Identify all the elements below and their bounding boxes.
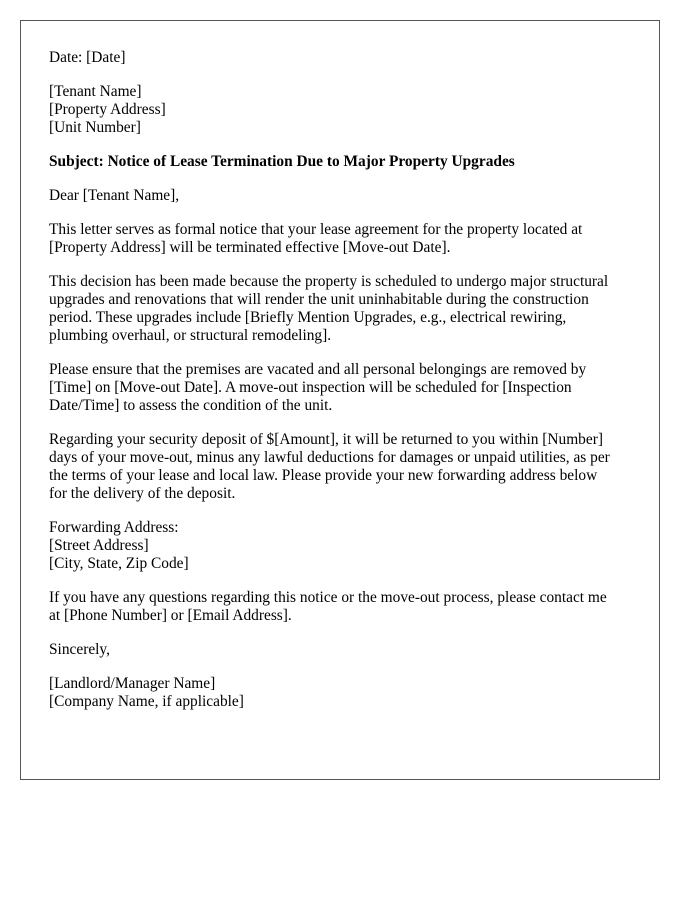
signature-company: [Company Name, if applicable] [49,693,244,710]
salutation-block [49,187,631,205]
paragraph-line: for the delivery of the deposit. [49,485,236,502]
subject-line: Subject: Notice of Lease Termination Due to Major Property Upgrades [49,153,515,170]
salutation: Dear [Tenant Name], [49,187,180,204]
paragraph-line: Date/Time] to assess the condition of the unit. [49,397,333,414]
recipient-address: [Property Address] [49,101,166,118]
paragraph-notice [49,221,631,257]
forwarding-address-block [49,519,631,573]
paragraph-line: period. These upgrades include [Briefly Mention Upgrades, e.g., electrical rewiring, [49,309,567,326]
paragraph-line: at [Phone Number] or [Email Address]. [49,607,292,624]
paragraph-line: [Time] on [Move-out Date]. A move-out inspection will be scheduled for [Inspection [49,379,572,396]
signature-block [49,675,631,711]
paragraph-line: Regarding your security deposit of $[Amount], it will be returned to you within [Number] [49,431,603,448]
letter-document [20,20,660,780]
forwarding-label: Forwarding Address: [49,519,179,536]
paragraph-vacate [49,361,631,415]
paragraph-line: plumbing overhaul, or structural remodeling]. [49,327,332,344]
paragraph-deposit [49,431,631,503]
paragraph-line: Please ensure that the premises are vacated and all personal belongings are removed by [49,361,587,378]
recipient-block [49,83,631,137]
date-line [49,49,631,67]
forwarding-street: [Street Address] [49,537,149,554]
date-text: Date: [Date] [49,49,126,66]
paragraph-line: [Property Address] will be terminated effective [Move-out Date]. [49,239,451,256]
forwarding-city: [City, State, Zip Code] [49,555,189,572]
paragraph-line: the terms of your lease and local law. Please provide your new forwarding address below [49,467,598,484]
paragraph-reason [49,273,631,345]
subject-block [49,153,631,171]
paragraph-line: This letter serves as formal notice that your lease agreement for the property located at [49,221,583,238]
paragraph-line: This decision has been made because the property is scheduled to undergo major structural [49,273,609,290]
recipient-name: [Tenant Name] [49,83,142,100]
recipient-unit: [Unit Number] [49,119,141,136]
closing-block [49,641,631,659]
paragraph-contact [49,589,631,625]
paragraph-line: days of your move-out, minus any lawful deductions for damages or unpaid utilities, as per [49,449,610,466]
paragraph-line: If you have any questions regarding this notice or the move-out process, please contact me [49,589,607,606]
signature-name: [Landlord/Manager Name] [49,675,216,692]
paragraph-line: upgrades and renovations that will render the unit uninhabitable during the construction [49,291,589,308]
closing: Sincerely, [49,641,110,658]
